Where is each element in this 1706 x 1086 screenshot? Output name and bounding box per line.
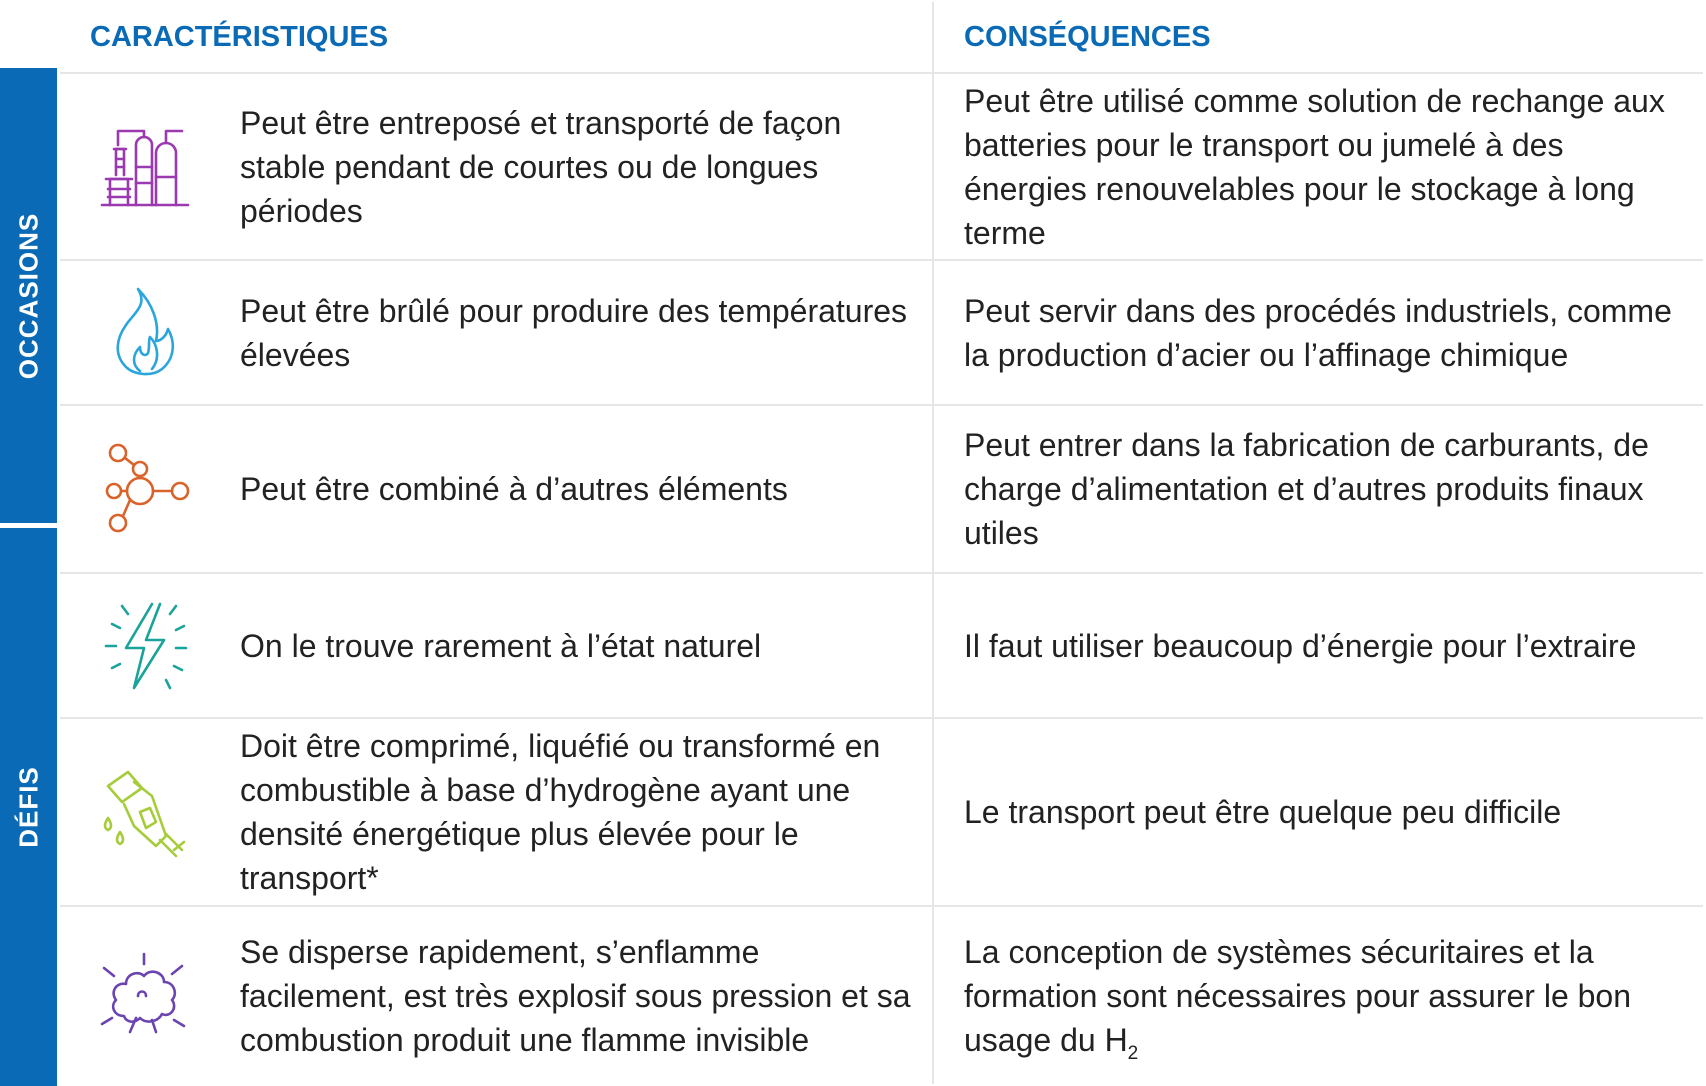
table-row-char xyxy=(60,719,932,905)
characteristic-text: Peut être combiné à d’autres éléments xyxy=(240,471,788,507)
characteristic-text: Doit être comprimé, liquéfié ou transformé en combustible à base d’hydrogène ayant une densité énergétique plus élevée pour le transport* xyxy=(240,728,881,896)
header-consequences: CONSÉQUENCES xyxy=(934,2,1703,72)
molecule-icon xyxy=(94,439,194,539)
consequence-text: Le transport peut être quelque peu difficile xyxy=(934,719,1703,905)
consequence-text: Peut servir dans des procédés industriels, comme la production d’acier ou l’affinage chimique xyxy=(934,261,1703,404)
consequence-text xyxy=(964,930,1685,1062)
flame-icon xyxy=(94,283,194,383)
table-row-char xyxy=(60,261,932,404)
fuel-nozzle-icon xyxy=(94,762,194,862)
lightning-bolt-icon xyxy=(94,596,194,696)
characteristic-text: On le trouve rarement à l’état naturel xyxy=(240,627,762,664)
defis-band xyxy=(0,528,57,1086)
explosion-cloud-icon xyxy=(94,946,194,1046)
characteristic-text: Peut être entreposé et transporté de façon stable pendant de courtes ou de longues périodes xyxy=(240,104,842,229)
header-characteristics: CARACTÉRISTIQUES xyxy=(60,2,932,72)
table-row-char xyxy=(60,907,932,1084)
table-row-char xyxy=(60,74,932,259)
consequence-text: Peut entrer dans la fabrication de carburants, de charge d’alimentation et d’autres produits finaux utiles xyxy=(934,406,1703,572)
consequence-text: Peut être utilisé comme solution de rechange aux batteries pour le transport ou jumelé à des énergies renouvelables pour le stockage à long terme xyxy=(934,74,1703,259)
consequence-text: Il faut utiliser beaucoup d’énergie pour l’extraire xyxy=(934,574,1703,717)
consequence-text-main: La conception de systèmes sécuritaires et la formation sont nécessaires pour assurer le bon usage du H xyxy=(964,933,1632,1058)
occasions-label: OCCASIONS xyxy=(13,212,43,379)
table-row-char xyxy=(60,406,932,572)
defis-label: DÉFIS xyxy=(13,766,43,848)
h2-subscript: 2 xyxy=(1127,1042,1139,1064)
consequence-cell xyxy=(934,907,1703,1084)
table-row-char xyxy=(60,574,932,717)
storage-tanks-icon xyxy=(94,117,194,217)
characteristic-text: Se disperse rapidement, s’enflamme facilement, est très explosif sous pression et sa combustion produit une flamme invisible xyxy=(240,933,911,1058)
table-grid xyxy=(60,2,1703,1084)
characteristic-text: Peut être brûlé pour produire des températures élevées xyxy=(240,292,908,373)
occasions-band xyxy=(0,68,57,523)
